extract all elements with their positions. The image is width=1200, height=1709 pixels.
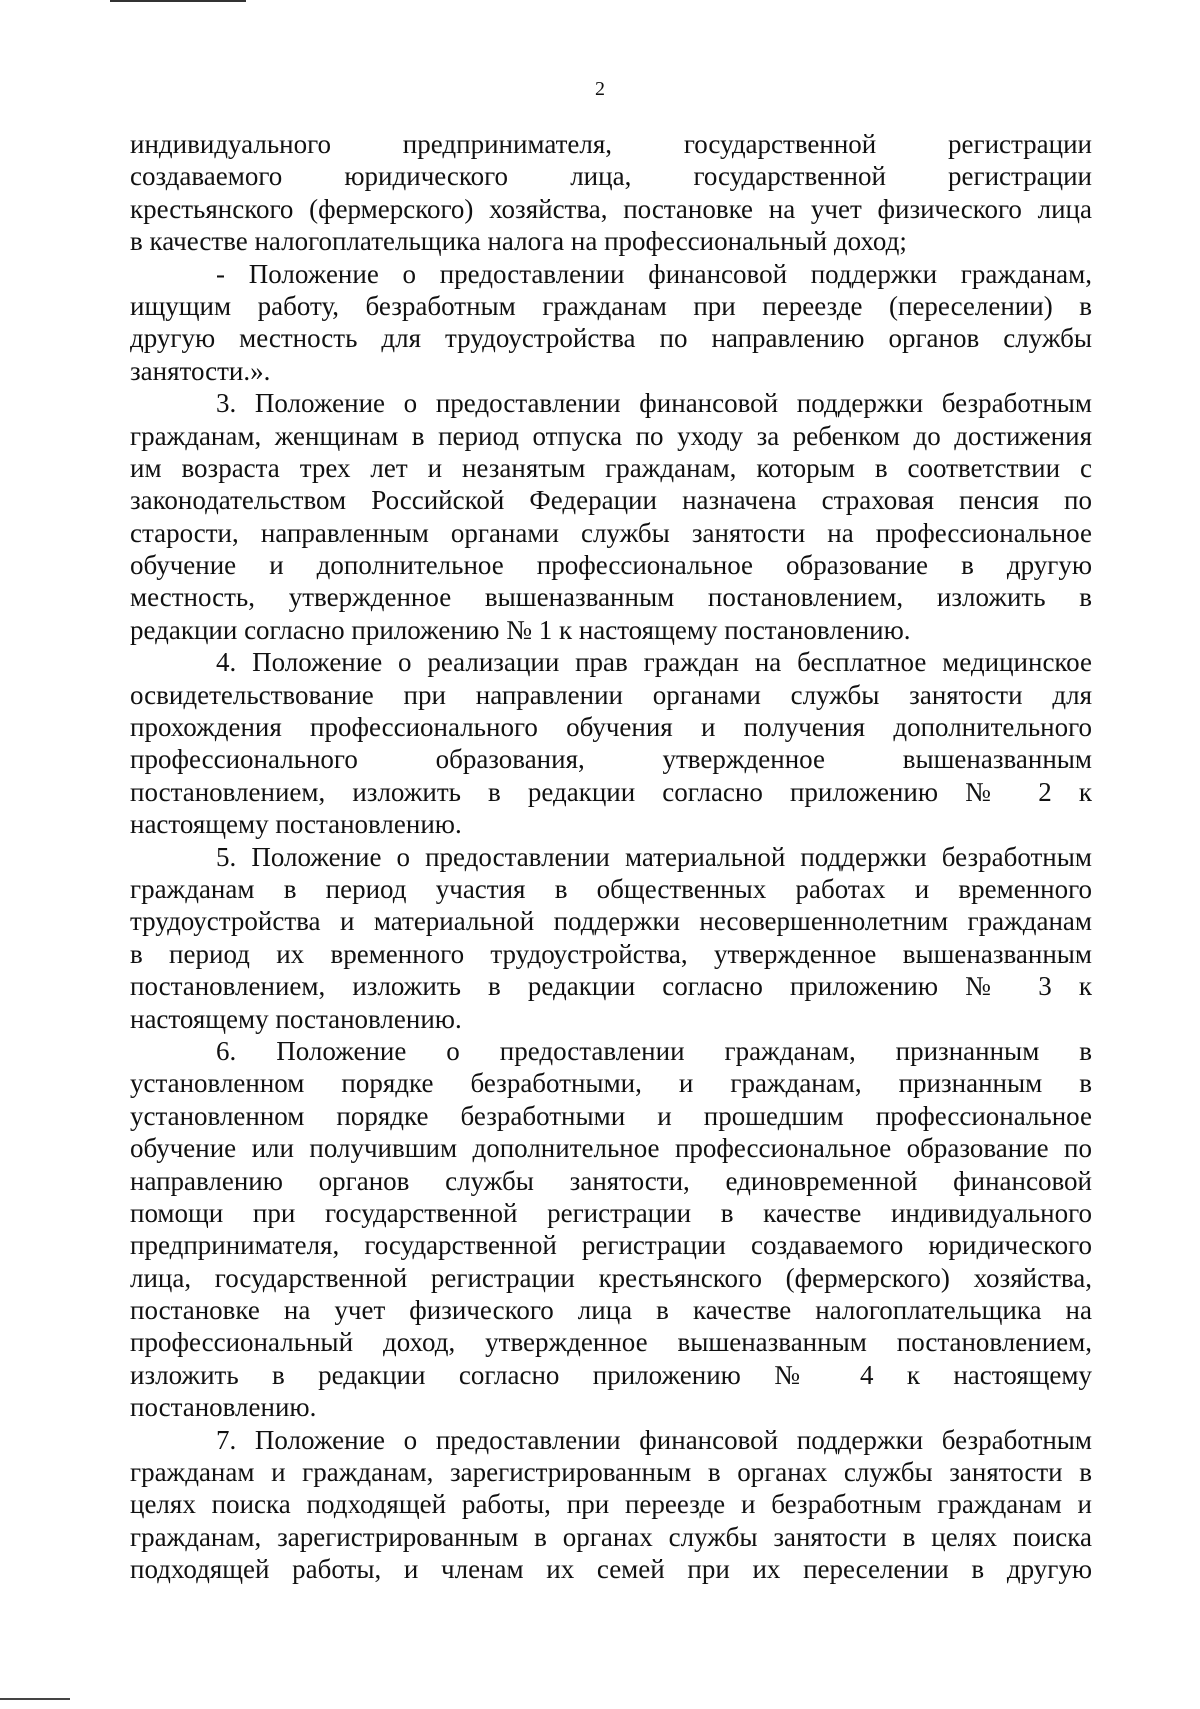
body-text xyxy=(130,128,1092,1586)
text-line: постановлению. xyxy=(130,1392,317,1423)
text-line: настоящему постановлению. xyxy=(130,1003,462,1034)
text-line: 3. Положение о предоставлении финансовой поддержки безработным xyxy=(216,388,1092,419)
text-line: 4. Положение о реализации прав граждан на бесплатное медицинское xyxy=(216,647,1092,678)
text-line: трудоустройства и материальной поддержки несовершеннолетним гражданам xyxy=(130,906,1092,937)
text-line: помощи при государственной регистрации в качестве индивидуального xyxy=(130,1197,1092,1228)
text-line: постановлением, изложить в редакции согласно приложению № 2 к xyxy=(130,776,1092,807)
text-line: местность, утвержденное вышеназванным постановлением, изложить в xyxy=(130,582,1092,613)
text-line: постановлением, изложить в редакции согласно приложению № 3 к xyxy=(130,971,1092,1002)
text-line: крестьянского (фермерского) хозяйства, постановке на учет физического лица xyxy=(130,193,1092,224)
text-line: гражданам, зарегистрированным в органах службы занятости в целях поиска xyxy=(130,1521,1092,1552)
text-line: лица, государственной регистрации крестьянского (фермерского) хозяйства, xyxy=(130,1262,1092,1293)
text-line: профессионального образования, утвержденное вышеназванным xyxy=(130,744,1092,775)
text-line: установленном порядке безработными, и гражданам, признанным в xyxy=(130,1068,1092,1099)
text-line: целях поиска подходящей работы, при переезде и безработным гражданам и xyxy=(130,1489,1092,1520)
page-number: 2 xyxy=(595,78,605,100)
text-line: обучение или получившим дополнительное профессиональное образование по xyxy=(130,1133,1092,1164)
text-line: 7. Положение о предоставлении финансовой поддержки безработным xyxy=(216,1424,1092,1455)
text-line: создаваемого юридического лица, государственной регистрации xyxy=(130,161,1092,192)
text-line: профессиональный доход, утвержденное вышеназванным постановлением, xyxy=(130,1327,1092,1358)
text-line: направлению органов службы занятости, единовременной финансовой xyxy=(130,1165,1092,1196)
text-line: ищущим работу, безработным гражданам при переезде (переселении) в xyxy=(130,290,1092,321)
text-line: другую местность для трудоустройства по направлению органов службы xyxy=(130,323,1092,354)
text-line: в период их временного трудоустройства, утвержденное вышеназванным xyxy=(130,938,1092,969)
text-line: подходящей работы, и членам их семей при их переселении в другую xyxy=(130,1554,1092,1585)
text-line: постановке на учет физического лица в качестве налогоплательщика на xyxy=(130,1295,1092,1326)
text-line: редакции согласно приложению № 1 к настоящему постановлению. xyxy=(130,614,911,645)
bottom-scan-mark xyxy=(0,1698,70,1700)
text-line: в качестве налогоплательщика налога на профессиональный доход; xyxy=(130,226,907,257)
text-line: законодательством Российской Федерации назначена страховая пенсия по xyxy=(130,485,1092,516)
text-line: гражданам, женщинам в период отпуска по уходу за ребенком до достижения xyxy=(130,420,1092,451)
top-rule xyxy=(110,0,246,2)
text-line: обучение и дополнительное профессиональное образование в другую xyxy=(130,550,1092,581)
text-line: индивидуального предпринимателя, государственной регистрации xyxy=(130,129,1092,159)
text-line: изложить в редакции согласно приложению № 4 к настоящему xyxy=(130,1359,1092,1390)
text-line: предпринимателя, государственной регистрации создаваемого юридического xyxy=(130,1230,1092,1261)
text-line: гражданам в период участия в общественных работах и временного xyxy=(130,873,1092,904)
text-line: 5. Положение о предоставлении материальной поддержки безработным xyxy=(216,841,1092,872)
text-line: им возраста трех лет и незанятым гражданам, которым в соответствии с xyxy=(130,452,1092,483)
text-line: занятости.». xyxy=(130,355,271,386)
text-line: гражданам и гражданам, зарегистрированным в органах службы занятости в xyxy=(130,1457,1092,1488)
text-line: 6. Положение о предоставлении гражданам, признанным в xyxy=(216,1035,1092,1066)
text-line: настоящему постановлению. xyxy=(130,809,462,840)
text-line: прохождения профессионального обучения и получения дополнительного xyxy=(130,712,1092,743)
text-line: - Положение о предоставлении финансовой поддержки гражданам, xyxy=(216,258,1092,289)
text-line: установленном порядке безработными и прошедшим профессиональное xyxy=(130,1100,1092,1131)
text-line: старости, направленным органами службы занятости на профессиональное xyxy=(130,517,1092,548)
text-line: освидетельствование при направлении органами службы занятости для xyxy=(130,679,1092,710)
